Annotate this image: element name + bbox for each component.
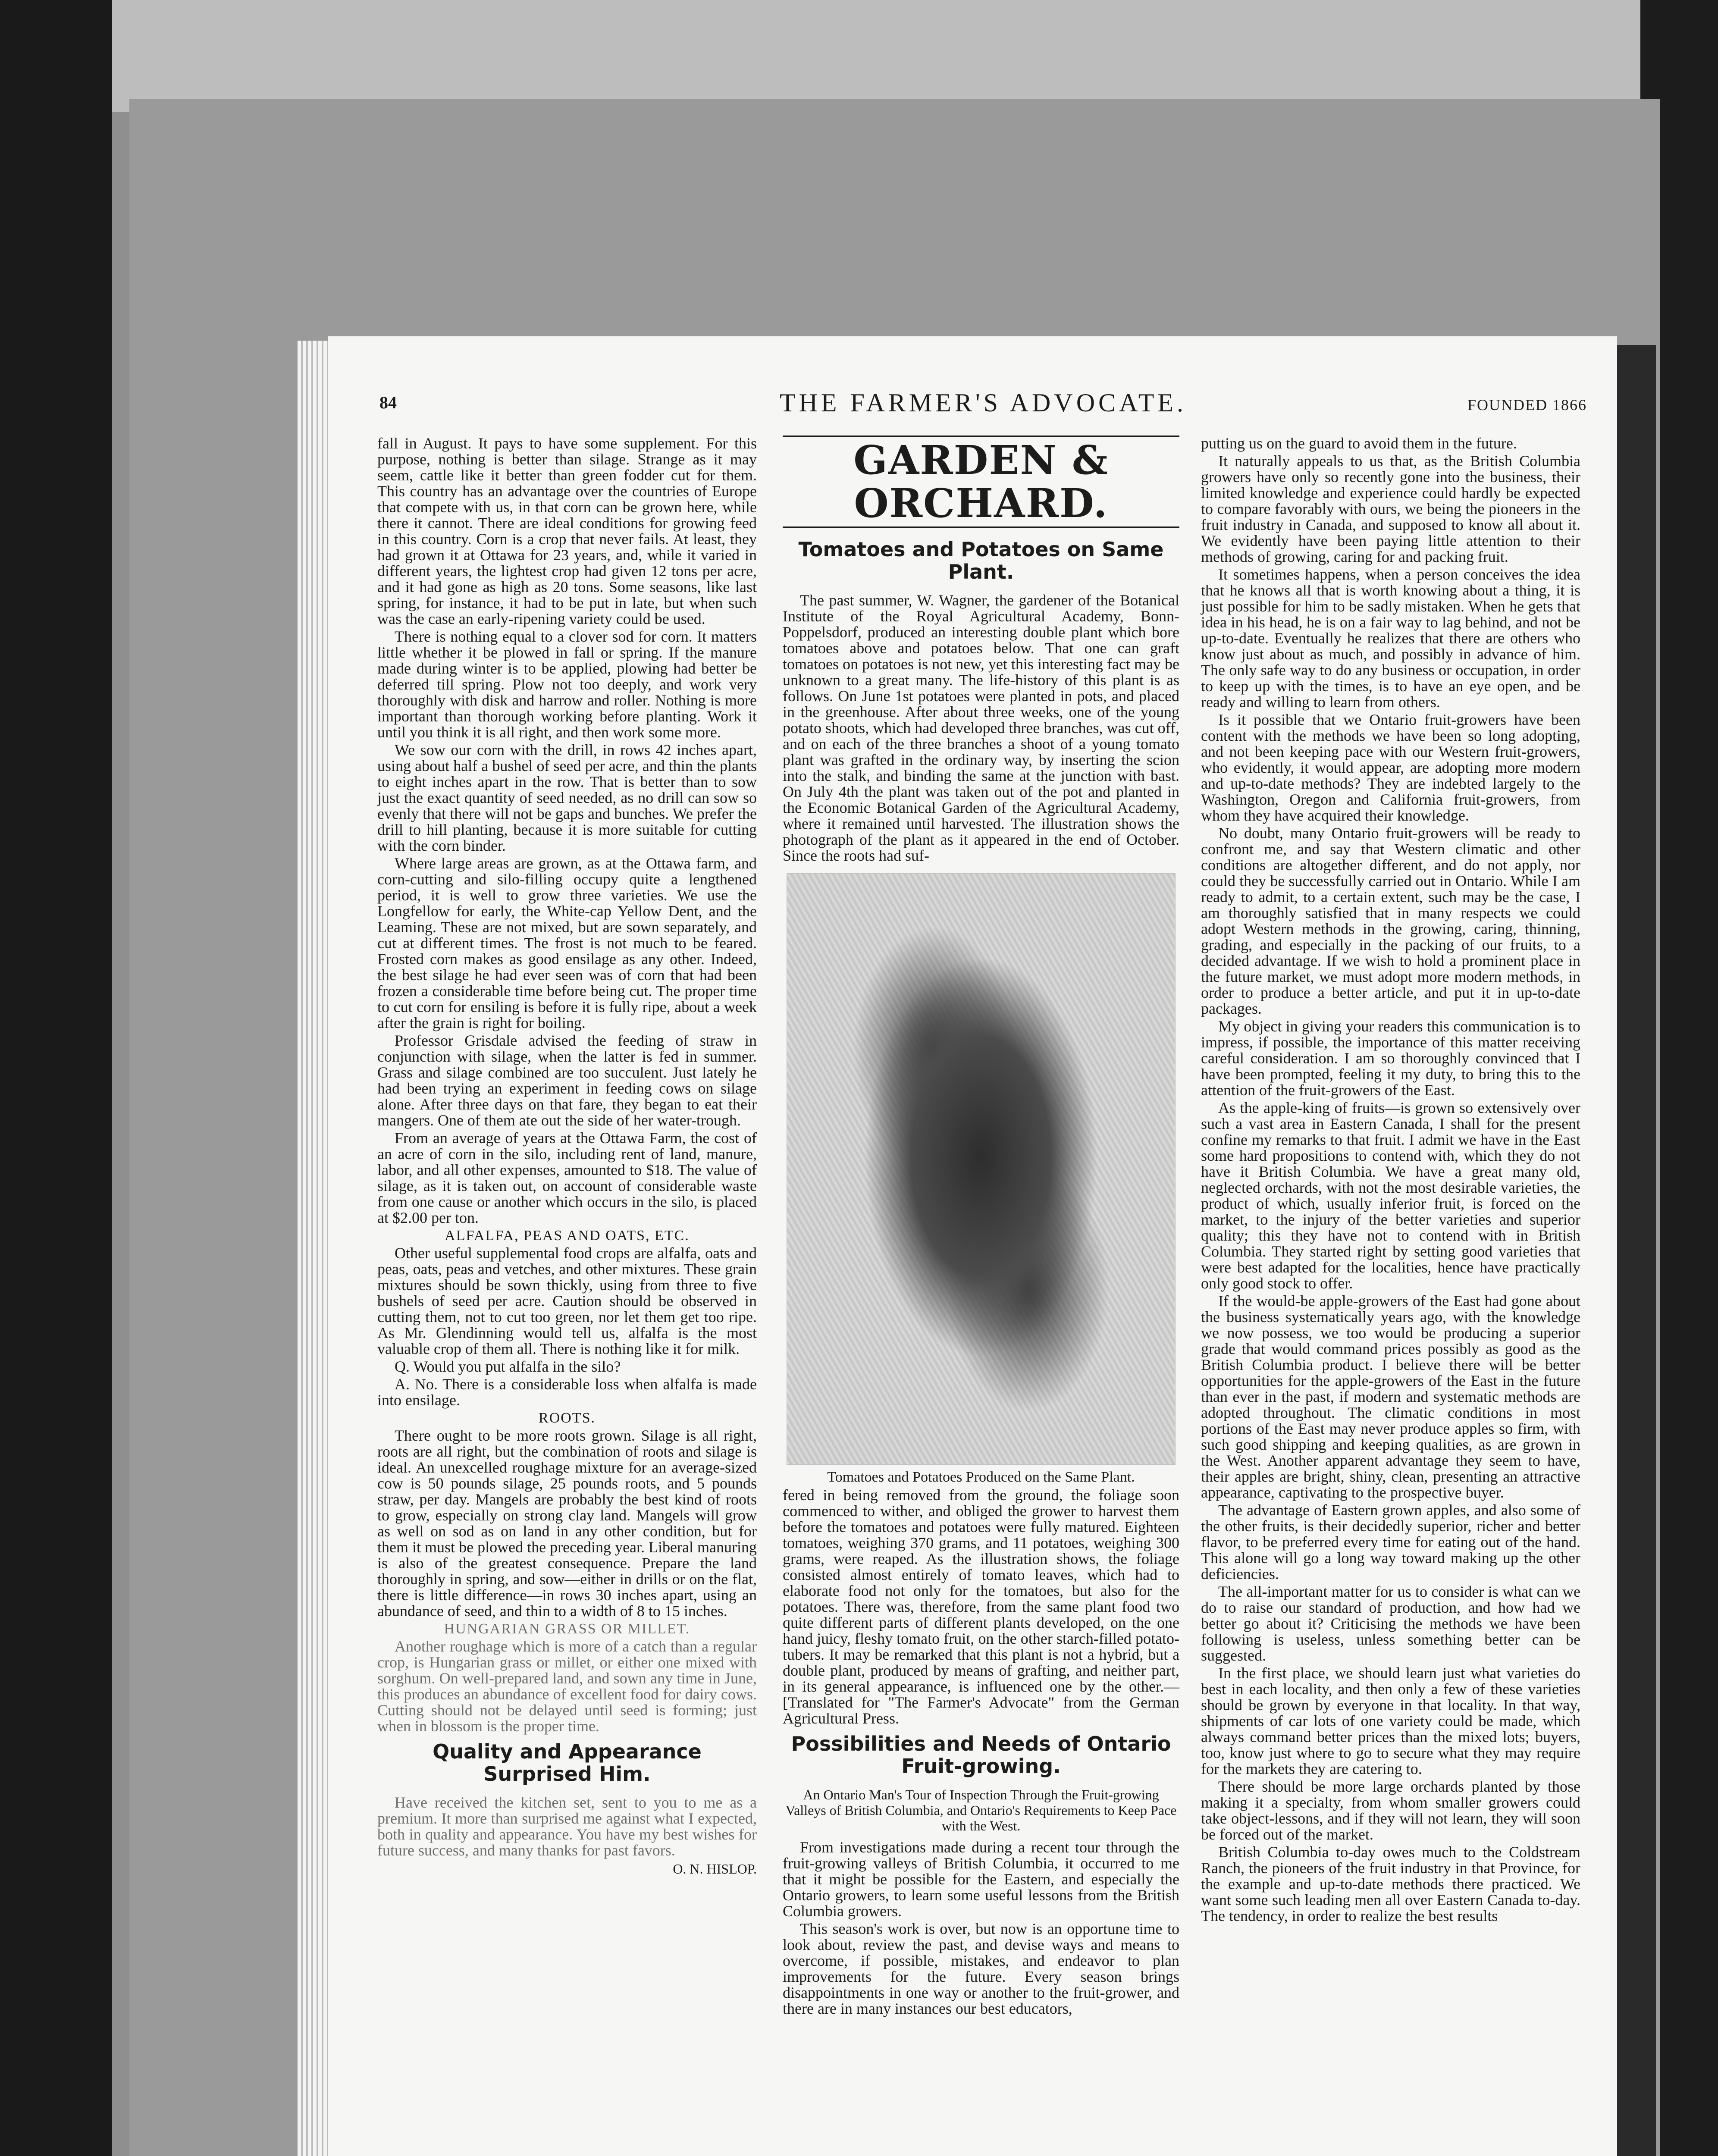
paragraph: From investigations made during a recent tour through the fruit-growing valleys of British Columbia, it occurred to me that it might be possible for the Eastern, and especially the Ontario growers, to learn some useful lessons from the British Columbia growers. — [783, 1839, 1179, 1920]
article-title: Quality and Appearance Surprised Him. — [433, 1740, 702, 1786]
paragraph: The past summer, W. Wagner, the gardener of the Botanical Institute of the Royal Agricultural Academy, Bonn-Poppelsdorf, produced an interesting double plant which bore tomatoes above and potatoes below. That one can graft tomatoes on potatoes is not new, yet this interesting fact may be unknown to a great many. The life-history of this plant is as follows. On June 1st potatoes were planted in pots, and placed in the greenhouse. After about three weeks, one of the young potato shoots, which had developed three branches, was cut off, and on each of the three branches a shoot of a young tomato plant was grafted in the ordinary way, by inserting the scion into the stalk, and binding the same at the junction with bast. On July 4th the plant was taken out of the pot and planted in the Economic Botanical Garden of the Agricultural Academy, where it remained until harvested. The illustration shows the photograph of the plant as it appeared in the end of October. Since the roots had suf- — [783, 592, 1179, 864]
column-right — [1201, 436, 1580, 1926]
paragraph: In the first place, we should learn just what varieties do best in each locality, and then only a few of these varieties should be grown by everyone in that locality. In that way, shipments of car lots of one variety could be made, which always command better prices than the mixed lots; buyers, too, know just where to go to secure what they may require for the markets they are catering to. — [1201, 1664, 1580, 1777]
photo-caption: Tomatoes and Potatoes Produced on the Same Plant. — [827, 1469, 1135, 1485]
subheading: ALFALFA, PEAS AND OATS, ETC. — [445, 1228, 690, 1244]
paragraph: It naturally appeals to us that, as the British Columbia growers have only so recently gone into the business, their limited knowledge and experience could hardly be expected to compare favorably with ours, we being the pioneers in the fruit industry in Canada, and supposed to know all about it. We evidently have been paying little attention to their methods of growing, caring for and packing fruit. — [1201, 452, 1580, 565]
paragraph: Where large areas are grown, as at the Ottawa farm, and corn-cutting and silo-filling occupy quite a lengthened period, it is well to grow three varieties. We use the Longfellow for early, the White-cap Yellow Dent, and the Leaming. These are not mixed, but are sown separately, and cut at different times. The frost is not much to be feared. Frosted corn makes as good ensilage as any other. Indeed, the best silage he had ever seen was of corn that had been frozen a considerable time before being cut. The proper time to cut corn for ensiling is before it is fully ripe, about a week after the grain is right for boiling. — [377, 855, 757, 1031]
column-middle — [783, 436, 1179, 2018]
scan-binding-shadow — [1617, 345, 1656, 2156]
paragraph: Have received the kitchen set, sent to you to me as a premium. It more than surprised me against what I expected, both in quality and appearance. You have my best wishes for future success, and many thanks for past favors. — [377, 1794, 757, 1859]
paragraph: putting us on the guard to avoid them in the future. — [1201, 435, 1517, 452]
masthead-title: THE FARMER'S ADVOCATE. — [779, 389, 1187, 417]
page-header — [379, 388, 1587, 427]
scan-background-left — [0, 0, 112, 2156]
paragraph: The advantage of Eastern grown apples, and also some of the other fruits, is their decidedly superior, richer and better flavor, to be preferred every time for eating out of the hand. This alone will go a long way toward making up the other deficiencies. — [1201, 1501, 1580, 1583]
paragraph: No doubt, many Ontario fruit-growers will be ready to confront me, and say that Western climatic and other conditions are altogether different, and do not apply, nor could they be successfully carried out in Ontario. While I am ready to admit, to a certain extent, such may be the case, I am thoroughly satisfied that in many respects we could adopt Western methods in the growing, caring, thinning, grading, and especially in the packing of our fruits, to a decided advantage. If we wish to hold a prominent place in the future market, we must adopt more modern methods, in order to produce a better article, and put it in up-to-date packages. — [1201, 824, 1580, 1017]
book-page-edges — [298, 341, 332, 2156]
paragraph: This season's work is over, but now is an opportune time to look about, review the past, and devise ways and means to overcome, if possible, mistakes, and endeavor to plan improvements for the future. Every season brings disappointments in one way or another to the fruit-grower, and there are in many instances our best educators, — [783, 1920, 1179, 2017]
paragraph: As the apple-king of fruits—is grown so extensively over such a vast area in Eastern Canada, I shall for the present confine my remarks to that fruit. I admit we have in the East some hard propositions to contend with, which they do not have it British Columbia. We have a great many old, neglected orchards, with not the most desirable varieties, the product of which, usually inferior fruit, is forced on the market, to the injury of the better varieties and superior quality; this they have not to contend with in British Columbia. They started right by setting good varieties that were best adapted for the localities, hence have practically only good stock to offer. — [1201, 1099, 1580, 1292]
paragraph: We sow our corn with the drill, in rows 42 inches apart, using about half a bushel of seed per acre, and thin the plants to eight inches apart in the row. That is better than to sow just the exact quantity of seed needed, as no drill can sow so evenly that there will not be gaps and bunches. We prefer the drill to hill planting, because it is more suitable for cutting with the corn binder. — [377, 741, 757, 854]
page-number: 84 — [379, 393, 397, 412]
newspaper-page — [328, 336, 1617, 2156]
paragraph: British Columbia to-day owes much to the Coldstream Ranch, the pioneers of the fruit industry in that Province, for the example and up-to-date methods there practiced. We want some such leading men all over Eastern Canada to-day. The tendency, in order to realize the best results — [1201, 1843, 1580, 1924]
paragraph: fered in being removed from the ground, the foliage soon commenced to wither, and obliged the grower to harvest them before the tomatoes and potatoes were fully matured. Eighteen tomatoes, weighing 370 grams, and 11 potatoes, weighing 300 grams, were reaped. As the illustration shows, the foliage consisted almost entirely of tomato leaves, which had to elaborate food not only for the tomatoes, but also for the potatoes. There was, therefore, from the same plant food two quite different parts of different plants developed, on the one hand juicy, fleshy tomato fruit, on the other starch-filled potato-tubers. It may be remarked that this plant is not a hybrid, but a double plant, produced by means of grafting, and neither part, in its general appearance, is influenced one by the other.—[Translated for "The Farmer's Advocate" from the German Agricultural Press. — [783, 1486, 1179, 1727]
paragraph: It sometimes happens, when a person conceives the idea that he knows all that is worth knowing about a thing, it is just possible for him to be sadly mistaken. When he gets that idea in his head, he is on a fair way to lag behind, and not be up-to-date. Eventually he realizes that there are others who know just about as much, and possibly in advance of him. The only safe way to do any business or occupation, in order to keep up with the times, is to have an eye open, and be ready and willing to learn from others. — [1201, 566, 1580, 711]
paragraph: Q. Would you put alfalfa in the silo? — [395, 1358, 621, 1375]
column-left — [377, 436, 757, 1877]
paragraph: Is it possible that we Ontario fruit-growers have been content with the methods we have been so long adopting, and not been keeping pace with our Western fruit-growers, who evidently, it would appear, are adopting more modern and up-to-date methods? They are indebted largely to the Washington, Oregon and California fruit-growers, from whom they have acquired their knowledge. — [1201, 711, 1580, 824]
article-deck: An Ontario Man's Tour of Inspection Through the Fruit-growing Valleys of British Columbia, and Ontario's Requirements to Keep Pace with the West. — [785, 1787, 1177, 1833]
paragraph: Other useful supplemental food crops are alfalfa, oats and peas, oats, peas and vetches, and other mixtures. These grain mixtures should be sown thickly, using from three to five bushels of seed per acre. Caution should be observed in cutting them, not to cut too green, nor let them get too ripe. As Mr. Glendinning would tell us, alfalfa is the most valuable crop of them all. There is nothing like it for milk. — [377, 1244, 757, 1357]
section-banner: GARDEN & ORCHARD. — [783, 436, 1179, 528]
paragraph: My object in giving your readers this communication is to impress, if possible, the importance of this matter receiving careful consideration. I am so thoroughly convinced that I have been prompted, feeling it my duty, to bring this to the attention of the fruit-growers of the East. — [1201, 1018, 1580, 1099]
subheading: ROOTS. — [539, 1410, 596, 1426]
subheading: HUNGARIAN GRASS OR MILLET. — [444, 1621, 690, 1637]
paragraph: From an average of years at the Ottawa Farm, the cost of an acre of corn in the silo, including rent of land, manure, labor, and all other expenses, amounted to $18. The value of silage, as it is taken out, on account of considerable waste from one cause or another which occurs in the silo, is placed at $2.00 per ton. — [377, 1129, 757, 1226]
paragraph: There is nothing equal to a clover sod for corn. It matters little whether it be plowed in fall or spring. If the manure made during winter is to be applied, plowing had better be deferred till spring. Plow not too deeply, and work very thoroughly with disk and harrow and roller. Nothing is more important than thorough working before planting. Work it until you think it is all right, and then work some more. — [377, 628, 757, 741]
paragraph: A. No. There is a considerable loss when alfalfa is made into ensilage. — [377, 1376, 757, 1409]
article-title: Possibilities and Needs of Ontario Fruit-growing. — [791, 1732, 1171, 1778]
paragraph: Another roughage which is more of a catch than a regular crop, is Hungarian grass or millet, or either one mixed with sorghum. On well-prepared land, and sown any time in June, this produces an abundance of excellent food for dairy cows. Cutting should not be delayed until seed is forming; just when in blossom is the proper time. — [377, 1638, 757, 1735]
paragraph: If the would-be apple-growers of the East had gone about the business systematically years ago, with the knowledge we now possess, we too would be producing a superior grade that would command prices possibly as good as the British Columbia product. I believe there will be better opportunities for the apple-growers of the East in the future than ever in the past, if modern and systematic methods are adopted throughout. The climatic conditions in most portions of the East may never produce apples so firm, with such good shipping and keeping qualities, as are grown in the West. Another apparent advantage they seem to have, their apples are bright, shiny, clean, presenting an attractive appearance, captivating to the prospective buyer. — [1201, 1292, 1580, 1501]
scan-background-top — [0, 0, 1718, 112]
founded-year: FOUNDED 1866 — [1467, 396, 1587, 414]
paragraph: Professor Grisdale advised the feeding of straw in conjunction with silage, when the latter is fed in summer. Grass and silage combined are too succulent. Just lately he had been trying an experiment in feeding cows on silage alone. After three days on that fare, they began to eat their mangers. One of them ate out the side of her water-trough. — [377, 1032, 757, 1129]
signature: O. N. HISLOP. — [673, 1861, 757, 1877]
article-title: Tomatoes and Potatoes on Same Plant. — [798, 538, 1164, 583]
paragraph: There ought to be more roots grown. Silage is all right, roots are all right, but the combination of roots and silage is ideal. An unexcelled roughage mixture for an average-sized cow is 50 pounds silage, 25 pounds roots, and 5 pounds straw, per day. Mangels are probably the best kind of roots to grow, especially on strong clay land. Mangels will grow as well on sod as on land in any other condition, but for them it must be plowed the preceding year. Liberal manuring is also of the greatest consequence. Prepare the land thoroughly in spring, and sow—either in drills or on the flat, there is little difference—in rows 30 inches apart, using an abundance of seed, and thin to a width of 8 to 15 inches. — [377, 1427, 757, 1620]
paragraph: There should be more large orchards planted by those making it a specialty, from whom smaller growers could take object-lessons, and if they will not learn, they will soon be forced out of the market. — [1201, 1778, 1580, 1843]
paragraph: The all-important matter for us to consider is what can we do to raise our standard of production, and how had we better go about it? Criticising the methods we have been following is useless, unless something better can be suggested. — [1201, 1583, 1580, 1664]
paragraph: fall in August. It pays to have some supplement. For this purpose, nothing is better than silage. Strange as it may seem, cattle like it better than green fodder cut for them. This country has an advantage over the countries of Europe that compete with us, in that corn can be grown here, while there it cannot. There are ideal conditions for growing feed in this country. Corn is a crop that never fails. At least, they had grown it at Ottawa for 23 years, and, while it varied in different years, the lightest crop had given 12 tons per acre, and it had gone as high as 20 tons. Some seasons, like last spring, for instance, it had to be put in late, but when such was the case an early-ripening variety could be used. — [377, 435, 757, 627]
plant-photograph — [787, 873, 1176, 1465]
